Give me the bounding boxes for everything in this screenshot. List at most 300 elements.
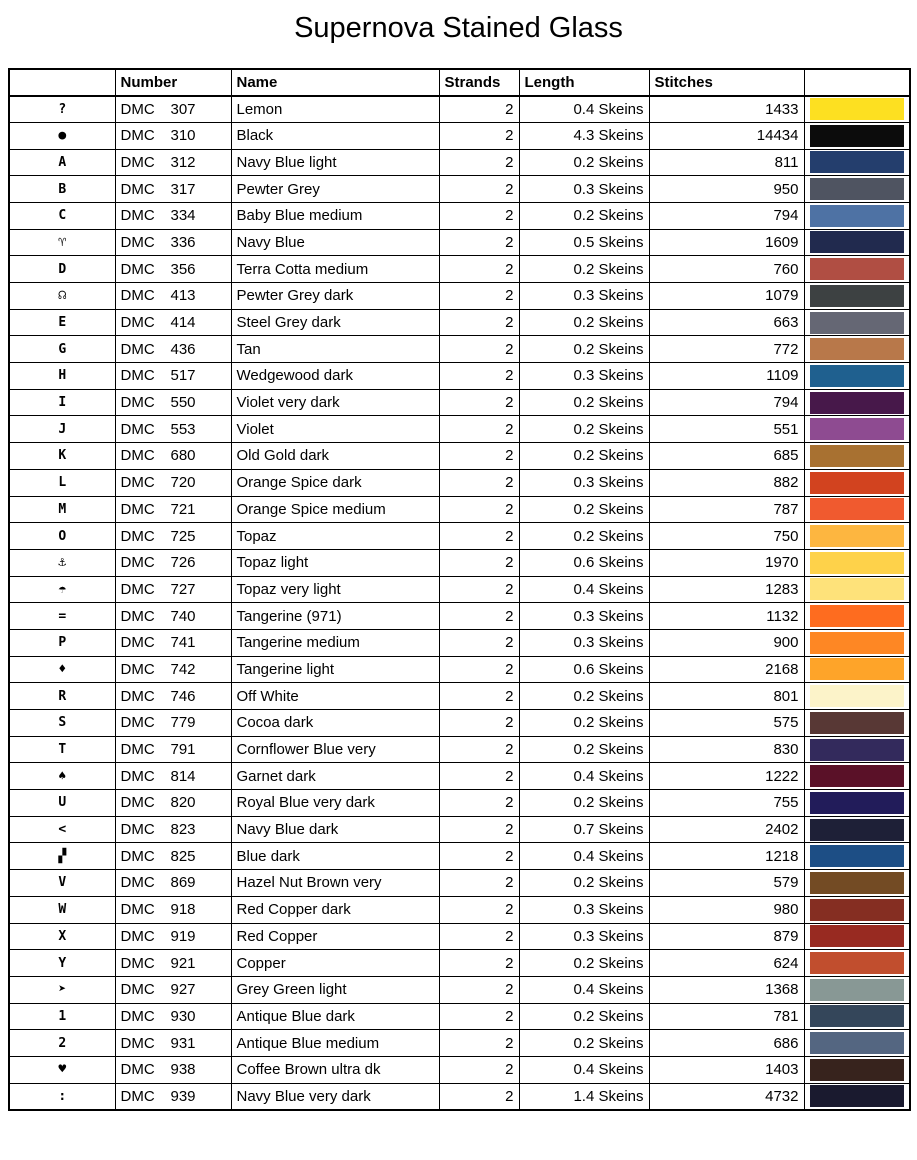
- thread-brand: DMC: [120, 500, 155, 518]
- stitch-symbol: 2: [9, 1030, 115, 1057]
- thread-length: 0.2 Skeins: [519, 736, 649, 763]
- thread-length: 0.4 Skeins: [519, 96, 649, 123]
- stitch-symbol: B: [9, 176, 115, 203]
- thread-name: Coffee Brown ultra dk: [231, 1056, 439, 1083]
- thread-brand: DMC: [120, 714, 155, 732]
- thread-brand: DMC: [120, 554, 155, 572]
- thread-code: 550: [170, 394, 196, 412]
- thread-number: [115, 896, 231, 923]
- thread-brand: DMC: [120, 847, 155, 865]
- table-row: [9, 229, 910, 256]
- thread-number: [115, 523, 231, 550]
- thread-number: [115, 202, 231, 229]
- thread-length: 0.2 Skeins: [519, 496, 649, 523]
- color-swatch-cell: [804, 202, 910, 229]
- thread-stitches: 830: [649, 736, 804, 763]
- thread-strands: 2: [439, 416, 519, 443]
- table-row: [9, 603, 910, 630]
- table-row: [9, 523, 910, 550]
- thread-stitches: 1433: [649, 96, 804, 123]
- thread-stitches: 755: [649, 790, 804, 817]
- thread-brand: DMC: [120, 954, 155, 972]
- thread-name: Tan: [231, 336, 439, 363]
- thread-brand: DMC: [120, 260, 155, 278]
- thread-length: 0.6 Skeins: [519, 656, 649, 683]
- table-row: [9, 256, 910, 283]
- thread-stitches: 772: [649, 336, 804, 363]
- thread-code: 553: [170, 420, 196, 438]
- color-swatch-cell: [804, 576, 910, 603]
- color-swatch-cell: [804, 523, 910, 550]
- thread-strands: 2: [439, 549, 519, 576]
- thread-strands: 2: [439, 283, 519, 310]
- table-row: [9, 896, 910, 923]
- thread-brand: DMC: [120, 794, 155, 812]
- thread-length: 0.3 Skeins: [519, 896, 649, 923]
- thread-name: Copper: [231, 950, 439, 977]
- color-swatch-cell: [804, 923, 910, 950]
- thread-number: [115, 950, 231, 977]
- thread-key-table: [8, 68, 911, 1111]
- table-row: [9, 149, 910, 176]
- thread-brand: DMC: [120, 527, 155, 545]
- color-swatch-cell: [804, 603, 910, 630]
- thread-number: [115, 443, 231, 470]
- thread-code: 336: [170, 233, 196, 251]
- thread-length: 0.2 Skeins: [519, 950, 649, 977]
- thread-number: [115, 229, 231, 256]
- color-swatch: [810, 392, 905, 414]
- thread-brand: DMC: [120, 874, 155, 892]
- thread-length: 4.3 Skeins: [519, 122, 649, 149]
- stitch-symbol: ♈: [9, 229, 115, 256]
- thread-strands: 2: [439, 1083, 519, 1110]
- color-swatch-cell: [804, 496, 910, 523]
- stitch-symbol: D: [9, 256, 115, 283]
- table-header-row: [9, 69, 910, 96]
- thread-length: 0.4 Skeins: [519, 576, 649, 603]
- color-swatch: [810, 712, 905, 734]
- thread-length: 0.2 Skeins: [519, 870, 649, 897]
- table-row: [9, 629, 910, 656]
- thread-strands: 2: [439, 1056, 519, 1083]
- thread-code: 727: [170, 580, 196, 598]
- stitch-symbol: C: [9, 202, 115, 229]
- thread-stitches: 551: [649, 416, 804, 443]
- thread-brand: DMC: [120, 1034, 155, 1052]
- thread-code: 726: [170, 554, 196, 572]
- stitch-symbol: G: [9, 336, 115, 363]
- table-row: [9, 683, 910, 710]
- thread-name: Cocoa dark: [231, 710, 439, 737]
- thread-strands: 2: [439, 496, 519, 523]
- thread-strands: 2: [439, 629, 519, 656]
- thread-brand: DMC: [120, 180, 155, 198]
- thread-stitches: 1079: [649, 283, 804, 310]
- thread-strands: 2: [439, 896, 519, 923]
- thread-number: [115, 1083, 231, 1110]
- thread-name: Antique Blue medium: [231, 1030, 439, 1057]
- thread-code: 312: [170, 153, 196, 171]
- color-swatch: [810, 605, 905, 627]
- color-swatch-cell: [804, 389, 910, 416]
- thread-length: 0.2 Skeins: [519, 523, 649, 550]
- thread-stitches: 579: [649, 870, 804, 897]
- color-swatch-cell: [804, 816, 910, 843]
- thread-stitches: 1132: [649, 603, 804, 630]
- thread-strands: 2: [439, 976, 519, 1003]
- thread-stitches: 750: [649, 523, 804, 550]
- header-stitches: Stitches: [649, 69, 804, 96]
- thread-code: 307: [170, 100, 196, 118]
- thread-brand: DMC: [120, 580, 155, 598]
- thread-strands: 2: [439, 576, 519, 603]
- stitch-symbol: ●: [9, 122, 115, 149]
- stitch-symbol: ⚓: [9, 549, 115, 576]
- color-swatch: [810, 312, 905, 334]
- thread-name: Royal Blue very dark: [231, 790, 439, 817]
- thread-length: 0.3 Skeins: [519, 603, 649, 630]
- thread-brand: DMC: [120, 127, 155, 145]
- color-swatch: [810, 98, 905, 120]
- thread-stitches: 663: [649, 309, 804, 336]
- thread-code: 413: [170, 287, 196, 305]
- thread-stitches: 1222: [649, 763, 804, 790]
- thread-brand: DMC: [120, 901, 155, 919]
- thread-name: Topaz: [231, 523, 439, 550]
- thread-stitches: 950: [649, 176, 804, 203]
- stitch-symbol: M: [9, 496, 115, 523]
- thread-brand: DMC: [120, 607, 155, 625]
- thread-strands: 2: [439, 469, 519, 496]
- thread-strands: 2: [439, 176, 519, 203]
- table-row: [9, 336, 910, 363]
- thread-name: Navy Blue very dark: [231, 1083, 439, 1110]
- thread-brand: DMC: [120, 981, 155, 999]
- stitch-symbol: <: [9, 816, 115, 843]
- thread-length: 0.2 Skeins: [519, 1003, 649, 1030]
- color-swatch-cell: [804, 96, 910, 123]
- table-row: [9, 950, 910, 977]
- thread-name: Tangerine light: [231, 656, 439, 683]
- color-swatch: [810, 578, 905, 600]
- thread-stitches: 2402: [649, 816, 804, 843]
- thread-length: 0.2 Skeins: [519, 149, 649, 176]
- thread-name: Tangerine medium: [231, 629, 439, 656]
- stitch-symbol: T: [9, 736, 115, 763]
- thread-brand: DMC: [120, 767, 155, 785]
- thread-brand: DMC: [120, 394, 155, 412]
- thread-code: 825: [170, 847, 196, 865]
- thread-brand: DMC: [120, 474, 155, 492]
- stitch-symbol: 1: [9, 1003, 115, 1030]
- thread-code: 310: [170, 127, 196, 145]
- stitch-symbol: ➤: [9, 976, 115, 1003]
- table-row: [9, 176, 910, 203]
- thread-brand: DMC: [120, 1087, 155, 1105]
- thread-name: Terra Cotta medium: [231, 256, 439, 283]
- color-swatch: [810, 632, 905, 654]
- thread-code: 740: [170, 607, 196, 625]
- table-row: [9, 202, 910, 229]
- thread-strands: 2: [439, 656, 519, 683]
- thread-strands: 2: [439, 870, 519, 897]
- color-swatch: [810, 178, 905, 200]
- thread-number: [115, 816, 231, 843]
- color-swatch-cell: [804, 896, 910, 923]
- thread-brand: DMC: [120, 100, 155, 118]
- thread-length: 0.4 Skeins: [519, 763, 649, 790]
- thread-number: [115, 549, 231, 576]
- table-row: [9, 816, 910, 843]
- thread-stitches: 1283: [649, 576, 804, 603]
- header-strands: Strands: [439, 69, 519, 96]
- table-row: [9, 1056, 910, 1083]
- thread-number: [115, 576, 231, 603]
- color-swatch: [810, 1085, 905, 1107]
- color-swatch: [810, 739, 905, 761]
- header-name: Name: [231, 69, 439, 96]
- thread-stitches: 1368: [649, 976, 804, 1003]
- color-swatch-cell: [804, 683, 910, 710]
- stitch-symbol: O: [9, 523, 115, 550]
- stitch-symbol: ♠: [9, 763, 115, 790]
- thread-code: 919: [170, 927, 196, 945]
- thread-strands: 2: [439, 256, 519, 283]
- color-swatch-cell: [804, 976, 910, 1003]
- thread-length: 0.2 Skeins: [519, 416, 649, 443]
- thread-strands: 2: [439, 683, 519, 710]
- header-symbol: [9, 69, 115, 96]
- table-row: [9, 469, 910, 496]
- stitch-symbol: Y: [9, 950, 115, 977]
- color-swatch: [810, 525, 905, 547]
- color-swatch-cell: [804, 710, 910, 737]
- stitch-symbol: ▞: [9, 843, 115, 870]
- thread-code: 869: [170, 874, 196, 892]
- thread-code: 317: [170, 180, 196, 198]
- thread-strands: 2: [439, 1030, 519, 1057]
- thread-name: Hazel Nut Brown very: [231, 870, 439, 897]
- thread-number: [115, 736, 231, 763]
- stitch-symbol: W: [9, 896, 115, 923]
- color-swatch: [810, 365, 905, 387]
- thread-stitches: 811: [649, 149, 804, 176]
- color-swatch: [810, 151, 905, 173]
- thread-number: [115, 336, 231, 363]
- thread-length: 0.3 Skeins: [519, 283, 649, 310]
- thread-code: 779: [170, 714, 196, 732]
- stitch-symbol: H: [9, 363, 115, 390]
- thread-number: [115, 923, 231, 950]
- color-swatch: [810, 845, 905, 867]
- thread-length: 0.3 Skeins: [519, 629, 649, 656]
- table-row: [9, 976, 910, 1003]
- thread-length: 0.2 Skeins: [519, 683, 649, 710]
- color-swatch: [810, 125, 905, 147]
- color-swatch-cell: [804, 443, 910, 470]
- thread-stitches: 882: [649, 469, 804, 496]
- thread-number: [115, 763, 231, 790]
- thread-length: 0.3 Skeins: [519, 469, 649, 496]
- thread-brand: DMC: [120, 367, 155, 385]
- thread-brand: DMC: [120, 287, 155, 305]
- thread-strands: 2: [439, 736, 519, 763]
- thread-strands: 2: [439, 389, 519, 416]
- thread-code: 931: [170, 1034, 196, 1052]
- thread-name: Topaz light: [231, 549, 439, 576]
- thread-brand: DMC: [120, 340, 155, 358]
- color-swatch: [810, 899, 905, 921]
- table-row: [9, 283, 910, 310]
- thread-length: 1.4 Skeins: [519, 1083, 649, 1110]
- color-swatch: [810, 472, 905, 494]
- thread-number: [115, 363, 231, 390]
- thread-strands: 2: [439, 202, 519, 229]
- stitch-symbol: L: [9, 469, 115, 496]
- thread-strands: 2: [439, 843, 519, 870]
- stitch-symbol: ?: [9, 96, 115, 123]
- table-row: [9, 96, 910, 123]
- thread-name: Off White: [231, 683, 439, 710]
- thread-length: 0.3 Skeins: [519, 363, 649, 390]
- table-row: [9, 576, 910, 603]
- thread-stitches: 900: [649, 629, 804, 656]
- table-row: [9, 309, 910, 336]
- thread-number: [115, 283, 231, 310]
- thread-code: 820: [170, 794, 196, 812]
- thread-name: Old Gold dark: [231, 443, 439, 470]
- thread-length: 0.2 Skeins: [519, 790, 649, 817]
- thread-number: [115, 469, 231, 496]
- stitch-symbol: V: [9, 870, 115, 897]
- thread-name: Wedgewood dark: [231, 363, 439, 390]
- color-swatch: [810, 1032, 905, 1054]
- table-row: [9, 790, 910, 817]
- thread-strands: 2: [439, 229, 519, 256]
- color-swatch-cell: [804, 176, 910, 203]
- thread-brand: DMC: [120, 314, 155, 332]
- thread-number: [115, 603, 231, 630]
- color-swatch: [810, 258, 905, 280]
- thread-name: Grey Green light: [231, 976, 439, 1003]
- thread-code: 517: [170, 367, 196, 385]
- color-swatch-cell: [804, 363, 910, 390]
- thread-code: 436: [170, 340, 196, 358]
- thread-name: Orange Spice medium: [231, 496, 439, 523]
- stitch-symbol: I: [9, 389, 115, 416]
- thread-name: Red Copper dark: [231, 896, 439, 923]
- thread-name: Violet very dark: [231, 389, 439, 416]
- thread-name: Antique Blue dark: [231, 1003, 439, 1030]
- header-number: Number: [115, 69, 231, 96]
- thread-brand: DMC: [120, 687, 155, 705]
- thread-brand: DMC: [120, 1007, 155, 1025]
- thread-stitches: 686: [649, 1030, 804, 1057]
- thread-length: 0.2 Skeins: [519, 336, 649, 363]
- thread-brand: DMC: [120, 420, 155, 438]
- thread-stitches: 4732: [649, 1083, 804, 1110]
- thread-number: [115, 256, 231, 283]
- thread-stitches: 14434: [649, 122, 804, 149]
- color-swatch: [810, 952, 905, 974]
- thread-code: 939: [170, 1087, 196, 1105]
- thread-stitches: 879: [649, 923, 804, 950]
- thread-name: Navy Blue dark: [231, 816, 439, 843]
- table-row: [9, 710, 910, 737]
- table-row: [9, 656, 910, 683]
- thread-code: 930: [170, 1007, 196, 1025]
- thread-number: [115, 710, 231, 737]
- thread-strands: 2: [439, 1003, 519, 1030]
- table-row: [9, 1030, 910, 1057]
- color-swatch-cell: [804, 656, 910, 683]
- table-row: [9, 389, 910, 416]
- stitch-symbol: R: [9, 683, 115, 710]
- thread-name: Lemon: [231, 96, 439, 123]
- thread-strands: 2: [439, 96, 519, 123]
- stitch-symbol: ☂: [9, 576, 115, 603]
- stitch-symbol: K: [9, 443, 115, 470]
- stitch-symbol: U: [9, 790, 115, 817]
- color-swatch-cell: [804, 629, 910, 656]
- thread-brand: DMC: [120, 821, 155, 839]
- thread-code: 921: [170, 954, 196, 972]
- stitch-symbol: J: [9, 416, 115, 443]
- thread-code: 938: [170, 1061, 196, 1079]
- thread-code: 927: [170, 981, 196, 999]
- thread-strands: 2: [439, 443, 519, 470]
- thread-stitches: 1403: [649, 1056, 804, 1083]
- page-title: Supernova Stained Glass: [294, 12, 623, 44]
- thread-code: 334: [170, 207, 196, 225]
- thread-code: 414: [170, 314, 196, 332]
- thread-length: 0.2 Skeins: [519, 202, 649, 229]
- thread-code: 720: [170, 474, 196, 492]
- thread-stitches: 685: [649, 443, 804, 470]
- thread-name: Orange Spice dark: [231, 469, 439, 496]
- color-swatch-cell: [804, 549, 910, 576]
- color-swatch: [810, 285, 905, 307]
- thread-name: Blue dark: [231, 843, 439, 870]
- thread-name: Steel Grey dark: [231, 309, 439, 336]
- thread-number: [115, 656, 231, 683]
- color-swatch: [810, 552, 905, 574]
- thread-length: 0.2 Skeins: [519, 710, 649, 737]
- thread-brand: DMC: [120, 207, 155, 225]
- thread-stitches: 575: [649, 710, 804, 737]
- thread-strands: 2: [439, 763, 519, 790]
- thread-length: 0.2 Skeins: [519, 443, 649, 470]
- thread-stitches: 1609: [649, 229, 804, 256]
- thread-number: [115, 629, 231, 656]
- thread-stitches: 801: [649, 683, 804, 710]
- thread-brand: DMC: [120, 927, 155, 945]
- color-swatch-cell: [804, 149, 910, 176]
- thread-strands: 2: [439, 336, 519, 363]
- thread-number: [115, 309, 231, 336]
- color-swatch-cell: [804, 309, 910, 336]
- color-swatch: [810, 338, 905, 360]
- thread-number: [115, 843, 231, 870]
- thread-code: 742: [170, 660, 196, 678]
- table-row: [9, 363, 910, 390]
- thread-code: 791: [170, 741, 196, 759]
- header-color: [804, 69, 910, 96]
- color-swatch-cell: [804, 950, 910, 977]
- color-swatch: [810, 231, 905, 253]
- thread-number: [115, 790, 231, 817]
